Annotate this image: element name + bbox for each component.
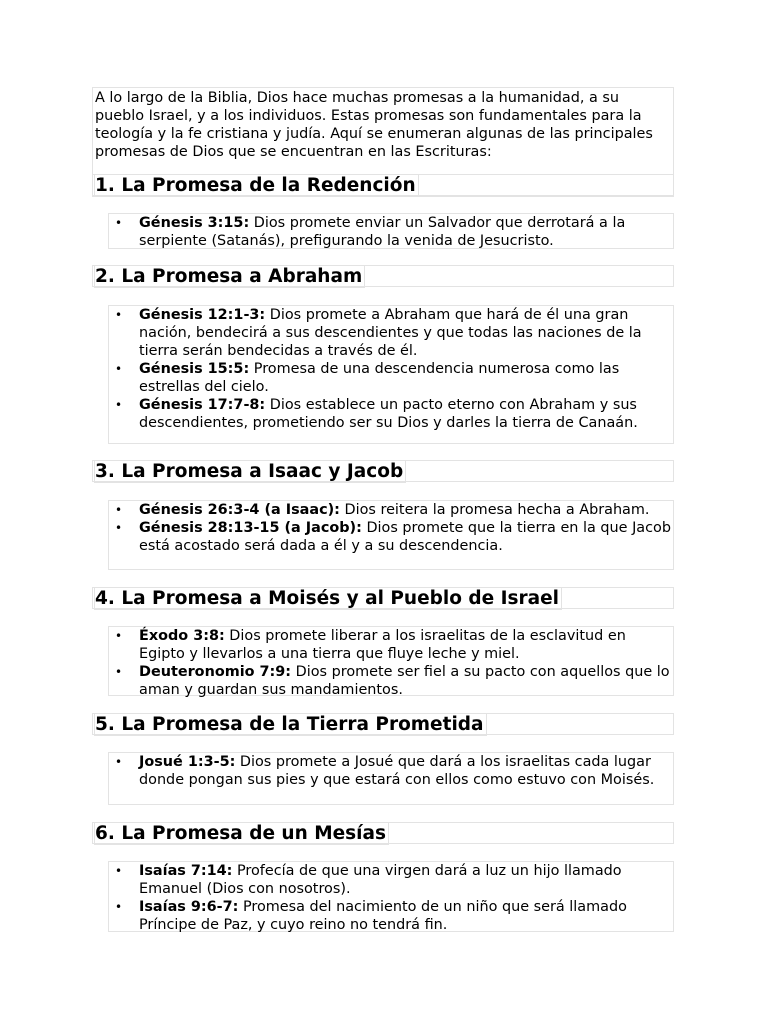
verse-reference: Génesis 26:3-4 (a Isaac): <box>139 502 340 518</box>
list-item <box>139 898 671 934</box>
verse-description: Promesa del nacimiento de un niño que será llamado Príncipe de Paz, y cuyo reino no tendrá fin. <box>139 899 627 933</box>
verse-reference: Isaías 7:14: <box>139 863 233 879</box>
section-list-abraham <box>108 305 674 444</box>
list-item <box>139 519 671 555</box>
verse-description: Dios promete a Josué que dará a los israelitas cada lugar donde pongan sus pies y que estará con ellos como estuvo con Moisés. <box>139 754 655 788</box>
verse-reference: Éxodo 3:8: <box>139 628 225 644</box>
verse-reference: Génesis 12:1-3: <box>139 307 266 323</box>
verse-reference: Isaías 9:6-7: <box>139 899 239 915</box>
list-item <box>139 627 671 663</box>
list-item <box>139 501 671 519</box>
verse-reference: Génesis 15:5: <box>139 361 250 377</box>
section-list-isaac-jacob <box>108 500 674 570</box>
verse-description: Dios promete a Abraham que hará de él una gran nación, bendecirá a sus descendientes y que todas las naciones de la tierra serán bendecidas a través de él. <box>139 307 642 359</box>
section-list-redencion <box>108 213 674 249</box>
section-list-tierra-prometida <box>108 752 674 805</box>
list-item <box>139 214 671 250</box>
section-list-moises <box>108 626 674 696</box>
verse-reference: Génesis 28:13-15 (a Jacob): <box>139 520 362 536</box>
section-heading-tierra-prometida <box>92 713 674 735</box>
list-item <box>139 753 671 789</box>
section-heading-abraham <box>92 265 674 287</box>
section-heading-moises <box>92 587 674 609</box>
section-heading-text: 1. La Promesa de la Redención <box>94 174 419 197</box>
section-heading-text: 3. La Promesa a Isaac y Jacob <box>94 460 406 483</box>
section-heading-mesias <box>92 822 674 844</box>
list-item <box>139 360 671 396</box>
verse-description: Profecía de que una virgen dará a luz un hijo llamado Emanuel (Dios con nosotros). <box>139 863 622 897</box>
verse-reference: Josué 1:3-5: <box>139 754 236 770</box>
section-heading-text: 5. La Promesa de la Tierra Prometida <box>94 713 487 736</box>
section-list-mesias <box>108 861 674 932</box>
section-heading-text: 6. La Promesa de un Mesías <box>94 822 389 845</box>
verse-reference: Deuteronomio 7:9: <box>139 664 292 680</box>
verse-description: Dios promete enviar un Salvador que derrotará a la serpiente (Satanás), prefigurando la venida de Jesucristo. <box>139 215 626 249</box>
intro-text: A lo largo de la Biblia, Dios hace muchas promesas a la humanidad, a su pueblo Israel, y a los individuos. Estas promesas son fundamentales para la teología y la fe cristiana y judía. Aquí se enumeran algunas de las principales promesas de Dios que se encuentran en las Escrituras: <box>95 90 653 160</box>
list-item <box>139 306 671 360</box>
verse-reference: Génesis 17:7-8: <box>139 397 266 413</box>
list-item <box>139 663 671 699</box>
verse-description: Dios promete que la tierra en la que Jacob está acostado será dada a él y a su descendencia. <box>139 520 671 554</box>
verse-description: Dios establece un pacto eterno con Abraham y sus descendientes, prometiendo ser su Dios y darles la tierra de Canaán. <box>139 397 638 431</box>
list-item <box>139 396 671 432</box>
verse-description: Promesa de una descendencia numerosa como las estrellas del cielo. <box>139 361 620 395</box>
section-heading-text: 4. La Promesa a Moisés y al Pueblo de Israel <box>94 587 562 610</box>
section-heading-text: 2. La Promesa a Abraham <box>94 265 365 288</box>
verse-reference: Génesis 3:15: <box>139 215 250 231</box>
verse-description: Dios promete ser fiel a su pacto con aquellos que lo aman y guardan sus mandamientos. <box>139 664 670 698</box>
list-item <box>139 862 671 898</box>
section-heading-isaac-jacob <box>92 460 674 482</box>
verse-description: Dios reitera la promesa hecha a Abraham. <box>339 502 650 518</box>
verse-description: Dios promete liberar a los israelitas de la esclavitud en Egipto y llevarlos a una tierra que fluye leche y miel. <box>139 628 626 662</box>
section-heading-redencion <box>92 174 674 196</box>
